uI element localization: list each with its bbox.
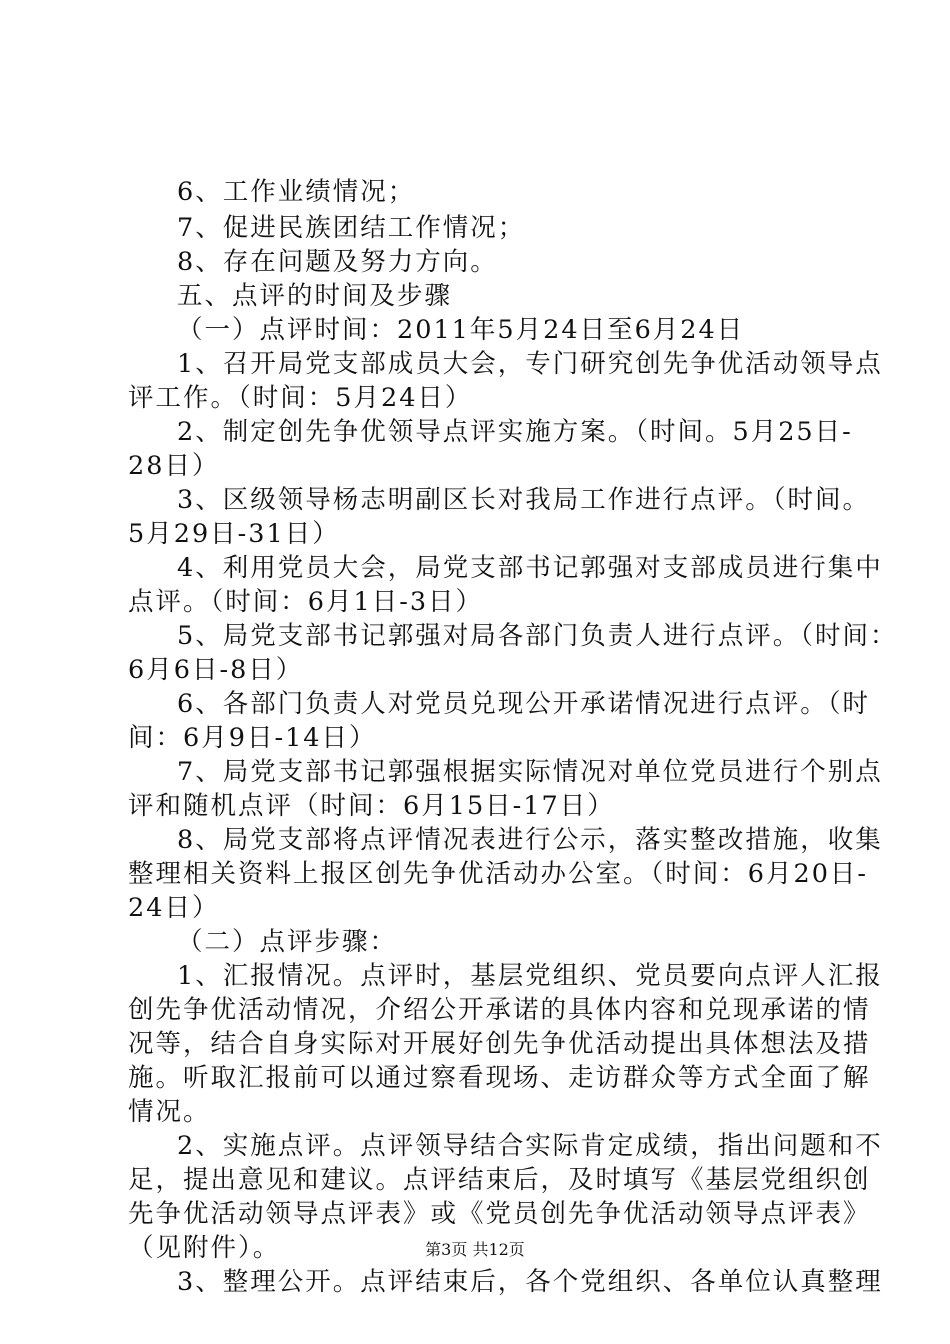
paragraph-line: （见附件）。 — [128, 1233, 281, 1263]
list-item: 6、工作业绩情况； — [177, 177, 416, 207]
page-footer: 第3页 共12页 — [425, 1240, 525, 1259]
paragraph-line: 6月6日-8日） — [128, 655, 304, 685]
paragraph-line: 4、利用党员大会，局党支部书记郭强对支部成员进行集中 — [177, 553, 883, 583]
paragraph-line: 1、汇报情况。点评时，基层党组织、党员要向点评人汇报 — [177, 961, 883, 991]
paragraph-line: 况等，结合自身实际对开展好创先争优活动提出具体想法及措 — [128, 1029, 871, 1059]
paragraph-line: 1、召开局党支部成员大会，专门研究创先争优活动领导点 — [177, 349, 883, 379]
paragraph-line: 8、局党支部将点评情况表进行公示，落实整改措施，收集 — [177, 825, 883, 855]
list-item: 7、促进民族团结工作情况； — [177, 213, 526, 243]
paragraph-line: 点评。（时间：6月1日-3日） — [128, 587, 484, 617]
paragraph-line: 创先争优活动情况，介绍公开承诺的具体内容和兑现承诺的情 — [128, 995, 871, 1025]
paragraph-line: 施。听取汇报前可以通过察看现场、走访群众等方式全面了解 — [128, 1063, 871, 1093]
paragraph-line: 5、局党支部书记郭强对局各部门负责人进行点评。（时间： — [177, 621, 898, 651]
paragraph-line: 28日） — [128, 451, 220, 481]
list-item: 8、存在问题及努力方向。 — [177, 247, 498, 277]
paragraph-line: 整理相关资料上报区创先争优活动办公室。（时间：6月20日- — [128, 859, 869, 889]
paragraph-line: 评和随机点评（时间：6月15日-17日） — [128, 791, 615, 821]
paragraph-line: 7、局党支部书记郭强根据实际情况对单位党员进行个别点 — [177, 757, 883, 787]
paragraph-line: 评工作。（时间：5月24日） — [128, 383, 473, 413]
paragraph-line: 2、实施点评。点评领导结合实际肯定成绩，指出问题和不 — [177, 1131, 883, 1161]
paragraph-line: 24日） — [128, 893, 220, 923]
paragraph-line: 2、制定创先争优领导点评实施方案。（时间。5月25日- — [177, 417, 853, 447]
paragraph-line: 3、整理公开。点评结束后，各个党组织、各单位认真整理 — [177, 1267, 883, 1297]
paragraph-line: 足，提出意见和建议。点评结束后，及时填写《基层党组织创 — [128, 1165, 871, 1195]
section-heading: 五、点评的时间及步骤 — [177, 281, 453, 311]
paragraph-line: 3、区级领导杨志明副区长对我局工作进行点评。（时间。 — [177, 485, 870, 515]
paragraph-line: 先争优活动领导点评表》或《党员创先争优活动领导点评表》 — [128, 1199, 871, 1229]
paragraph-line: 间：6月9日-14日） — [128, 723, 377, 753]
paragraph-line: 5月29日-31日） — [128, 519, 340, 549]
paragraph-line: 情况。 — [128, 1097, 211, 1127]
paragraph-line: 6、各部门负责人对党员兑现公开承诺情况进行点评。（时 — [177, 689, 870, 719]
subsection-heading: （一）点评时间：2011年5月24日至6月24日 — [177, 315, 745, 345]
subsection-heading: （二）点评步骤： — [177, 927, 398, 957]
